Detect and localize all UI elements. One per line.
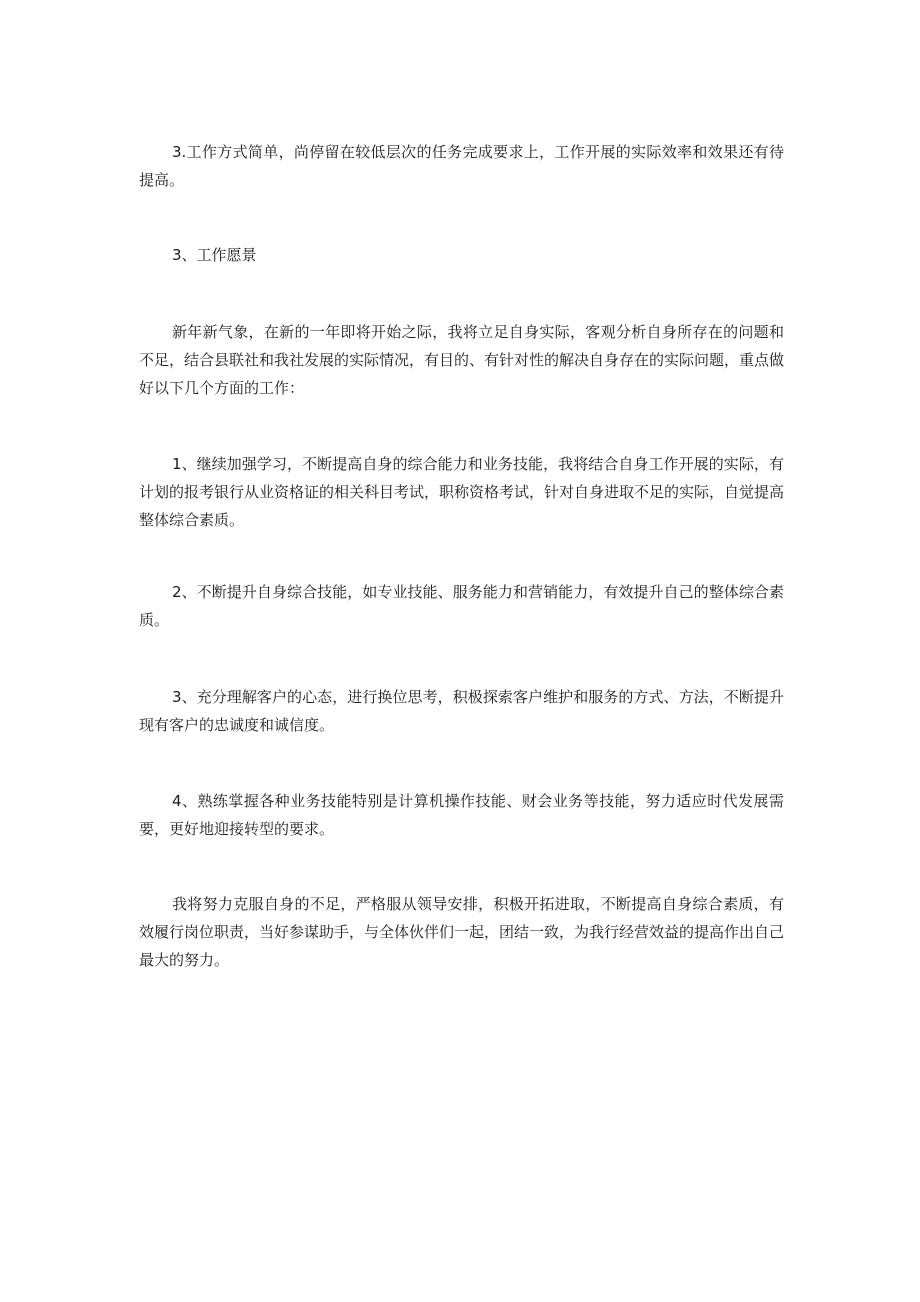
paragraph-item-2-skills: 2、不断提升自身综合技能，如专业技能、服务能力和营销能力，有效提升自己的整体综合素质。 <box>139 583 784 629</box>
paragraph-item-1-study: 1、继续加强学习，不断提高自身的综合能力和业务技能，我将结合自身工作开展的实际，有计划的报考银行从业资格证的相关科目考试，职称资格考试，针对自身进取不足的实际，自觉提高整体综合素质。 <box>139 455 785 529</box>
paragraph-new-year-intro: 新年新气象，在新的一年即将开始之际，我将立足自身实际，客观分析自身所存在的问题和不足，结合县联社和我社发展的实际情况，有目的、有针对性的解决自身存在的实际问题，重点做好以下几个方面的工作： <box>139 323 785 397</box>
paragraph-item-4-business-skills: 4、熟练掌握各种业务技能特别是计算机操作技能、财会业务等技能，努力适应时代发展需要，更好地迎接转型的要求。 <box>139 792 784 838</box>
paragraph-item-3-customers: 3、充分理解客户的心态，进行换位思考，积极探索客户维护和服务的方式、方法，不断提升现有客户的忠诚度和诚信度。 <box>139 688 784 734</box>
paragraph-work-method-issue: 3.工作方式简单，尚停留在较低层次的任务完成要求上，工作开展的实际效率和效果还有待提高。 <box>139 143 784 189</box>
section-heading-work-vision: 3、工作愿景 <box>172 246 257 264</box>
paragraph-conclusion: 我将努力克服自身的不足，严格服从领导安排，积极开拓进取，不断提高自身综合素质，有效履行岗位职责，当好参谋助手，与全体伙伴们一起，团结一致，为我行经营效益的提高作出自己最大的努力。 <box>139 895 785 969</box>
